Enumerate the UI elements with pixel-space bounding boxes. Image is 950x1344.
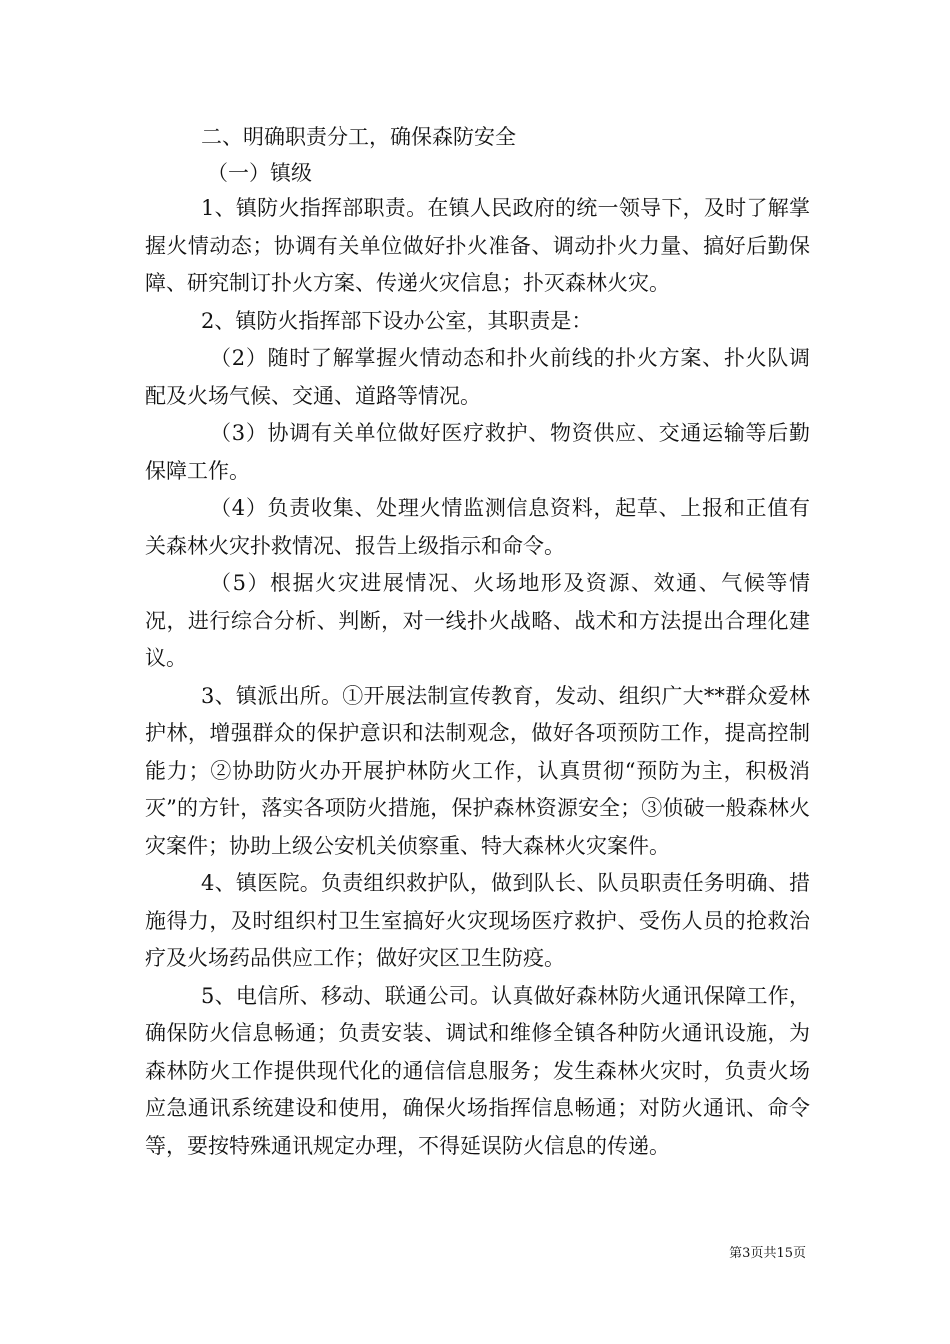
paragraph-8: 4、镇医院。负责组织救护队，做到队长、队员职责任务明确、措施得力，及时组织村卫生室搞好火灾现场医疗救护、受伤人员的抢救治疗及火场药品供应工作；做好灾区卫生防疫。 (145, 871, 810, 970)
paragraph-7: 3、镇派出所。①开展法制宣传教育，发动、组织广大**群众爱林护林，增强群众的保护意识和法制观念，做好各项预防工作，提高控制能力；②协助防火办开展护林防火工作，认真贯彻“预防为主，积极消灭”的方针，落实各项防火措施，保护森林资源安全；③侦破一般森林火灾案件；协助上级公安机关侦察重、特大森林火灾案件。 (145, 683, 810, 858)
paragraph-9: 5、电信所、移动、联通公司。认真做好森林防火通讯保障工作，确保防火信息畅通；负责安装、调试和维修全镇各种防火通讯设施，为森林防火工作提供现代化的通信信息服务；发生森林火灾时，负责火场应急通讯系统建设和使用，确保火场指挥信息畅通；对防火通讯、命令等，要按特殊通讯规定办理，不得延误防火信息的传递。 (145, 983, 810, 1158)
document-body (145, 118, 810, 1165)
paragraph-4: （3）协调有关单位做好医疗救护、物资供应、交通运输等后勤保障工作。 (145, 421, 810, 483)
paragraph-1: 1、镇防火指挥部职责。在镇人民政府的统一领导下，及时了解掌握火情动态；协调有关单位做好扑火准备、调动扑火力量、搞好后勤保障、研究制订扑火方案、传递火灾信息；扑灭森林火灾。 (145, 196, 810, 295)
section-heading: 二、明确职责分工，确保森防安全 (201, 125, 516, 149)
paragraph-5: （4）负责收集、处理火情监测信息资料，起草、上报和正值有关森林火灾扑救情况、报告上级指示和命令。 (145, 496, 810, 558)
paragraph-6: （5）根据火灾进展情况、火场地形及资源、效通、气候等情况，进行综合分析、判断，对一线扑火战略、战术和方法提出合理化建议。 (145, 571, 810, 670)
page-number: 第3页共15页 (729, 1246, 806, 1261)
paragraph-2: 2、镇防火指挥部下设办公室，其职责是： (201, 308, 593, 333)
subsection-heading: （一）镇级 (207, 161, 312, 185)
paragraph-3: （2）随时了解掌握火情动态和扑火前线的扑火方案、扑火队调配及火场气候、交通、道路等情况。 (145, 346, 810, 408)
